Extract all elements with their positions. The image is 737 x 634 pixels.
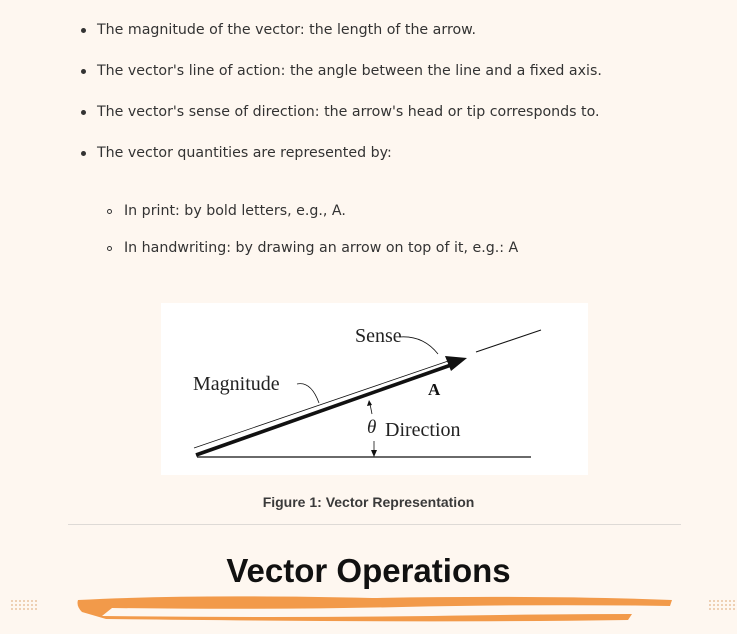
bullet-sense: The vector's sense of direction: the arrow's head or tip corresponds to. [97,104,600,120]
direction-label: Direction [385,419,461,441]
bullet-dot [81,110,86,115]
angle-marker-upper [370,404,372,414]
bullet-magnitude: The magnitude of the vector: the length of the arrow. [97,22,476,38]
section-divider [68,524,681,525]
angle-arrow-lower [371,450,377,457]
sense-label: Sense [355,325,402,347]
bullet-line-of-action: The vector's line of action: the angle between the line and a fixed axis. [97,63,602,79]
dot-pattern-right [708,598,736,612]
theta-label: θ [367,417,377,438]
magnitude-leader [297,384,319,403]
bullet-representation: The vector quantities are represented by: [97,145,392,161]
angle-arrow-upper [367,400,372,406]
section-heading: Vector Operations [226,552,511,589]
figure-caption: Figure 1: Vector Representation [262,494,475,510]
sub-bullet-handwriting: In handwriting: by drawing an arrow on top of it, e.g.: A [124,240,519,256]
sub-bullet-circle [107,209,112,214]
sub-bullet-print: In print: by bold letters, e.g., A. [124,203,346,219]
sub-bullet-circle [107,246,112,251]
bullet-dot [81,69,86,74]
vector-label: A [428,380,441,399]
vector-diagram [161,303,588,475]
vector-arrowhead [445,356,467,371]
bullet-dot [81,151,86,156]
magnitude-label: Magnitude [193,373,280,395]
sense-leader [399,337,438,354]
bullet-dot [81,28,86,33]
vector-figure [161,303,588,475]
brush-underline [72,592,678,622]
line-of-action [476,330,541,352]
dot-pattern-left [10,598,40,612]
